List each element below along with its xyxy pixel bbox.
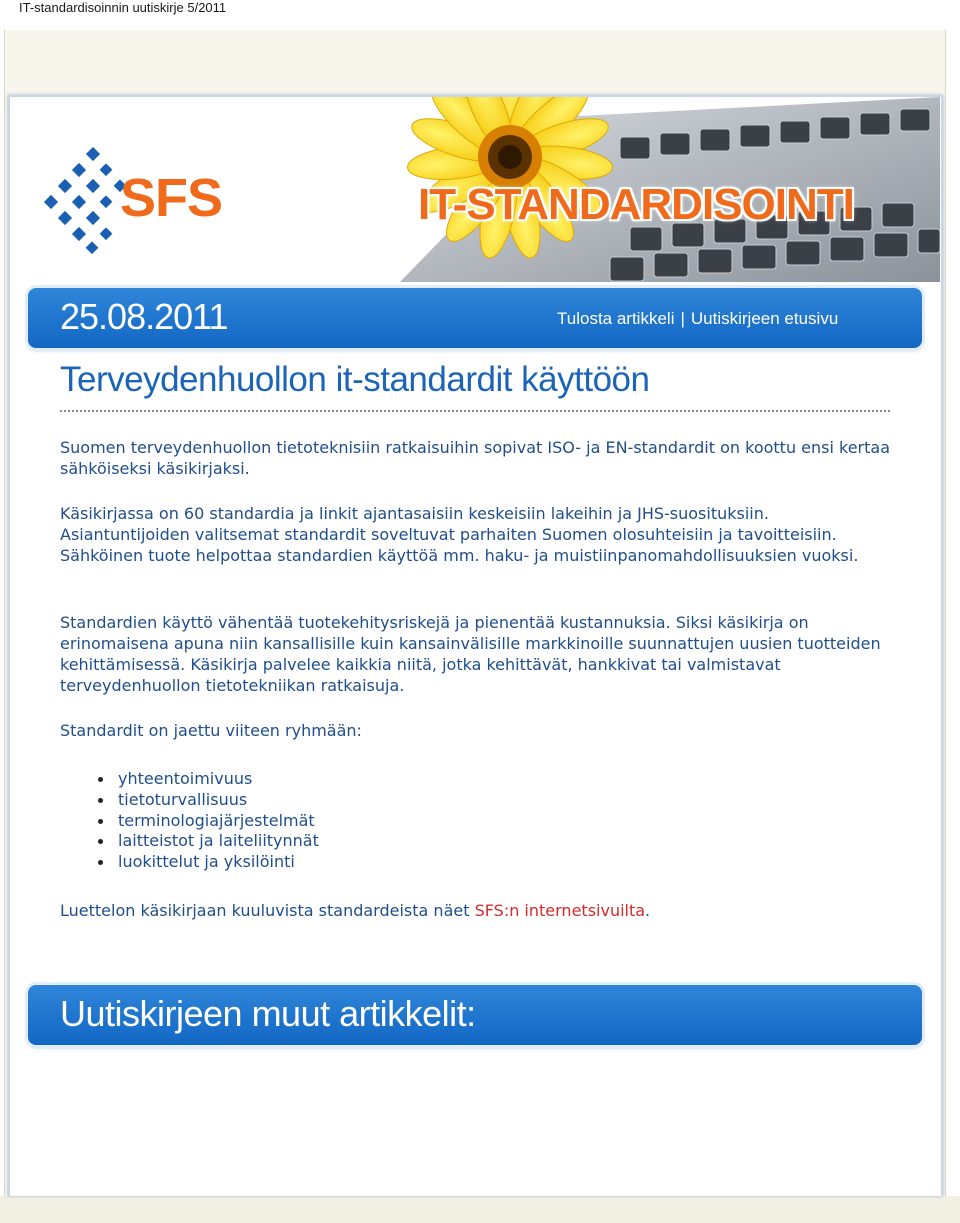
- list-item: [60, 851, 900, 872]
- list-item-label: terminologiajärjestelmät: [118, 810, 315, 830]
- list-item: [60, 768, 900, 789]
- list-item-label: luokittelut ja yksilöinti: [118, 852, 295, 872]
- list-item: [60, 789, 900, 810]
- group-list: [60, 768, 900, 872]
- print-article-link[interactable]: Tulosta artikkeli: [557, 309, 675, 328]
- article-paragraph: Standardit on jaettu viiteen ryhmään:: [60, 721, 362, 740]
- list-item: [60, 810, 900, 831]
- closing-paragraph: [60, 900, 900, 921]
- link-separator: |: [680, 309, 685, 328]
- right-margin: [946, 30, 960, 1196]
- list-item: [60, 830, 900, 851]
- title-divider: [60, 410, 890, 412]
- bullet-icon: [98, 819, 103, 824]
- header-banner: [10, 97, 940, 282]
- bullet-icon: [98, 839, 103, 844]
- bottom-margin: [0, 1196, 960, 1223]
- article-paragraph: Käsikirjassa on 60 standardia ja linkit ajantasaisiin keskeisiin lakeihin ja JHS-suosituksiin. Asiantuntijoiden valitsemat standardit soveltuvat parhaiten Suomen olosuhteisiin ja tavoitteisiin. Sähköinen tuote helpottaa standardien käyttöä mm. haku- ja muistiinpanomahdollisuuksien vuoksi.: [60, 504, 859, 565]
- sfs-logo-text: SFS: [120, 168, 223, 228]
- document-title: IT-standardisoinnin uutiskirje 5/2011: [19, 0, 227, 15]
- article-paragraph: Standardien käyttö vähentää tuotekehitysriskejä ja pienentää kustannuksia. Siksi käsikirja on erinomaisena apuna niin kansallisille kuin kansainvälisille markkinoille suunnattujen uusien tuotteiden kehittämisessä. Käsikirja palvelee kaikkia niitä, jotka kehittävät, hankkivat tai valmistavat terveydenhuollon tietotekniikan ratkaisuja.: [60, 613, 881, 695]
- closing-text: Luettelon käsikirjaan kuuluvista standardeista näet: [60, 901, 475, 920]
- closing-end: .: [645, 901, 651, 920]
- bullet-icon: [98, 860, 103, 865]
- list-item-label: laitteistot ja laiteliitynnät: [118, 831, 319, 851]
- other-articles-heading: Uutiskirjeen muut artikkelit:: [60, 993, 476, 1034]
- article-title: Terveydenhuollon it-standardit käyttöön: [60, 360, 650, 399]
- list-item-label: yhteentoimivuus: [118, 769, 253, 788]
- bullet-icon: [98, 798, 103, 803]
- top-links: [557, 309, 838, 329]
- banner-heading: IT-STANDARDISOINTI: [418, 180, 854, 229]
- bullet-icon: [98, 777, 103, 782]
- list-item-label: tietoturvallisuus: [118, 789, 248, 809]
- newsletter-home-link[interactable]: Uutiskirjeen etusivu: [690, 309, 839, 328]
- issue-date: 25.08.2011: [60, 296, 228, 337]
- article-paragraph: Suomen terveydenhuollon tietoteknisiin ratkaisuihin sopivat ISO- ja EN-standardit on koottu ensi kertaa sähköiseksi käsikirjaksi.: [60, 438, 891, 478]
- sfs-website-link[interactable]: SFS:n internetsivuilta: [474, 901, 646, 920]
